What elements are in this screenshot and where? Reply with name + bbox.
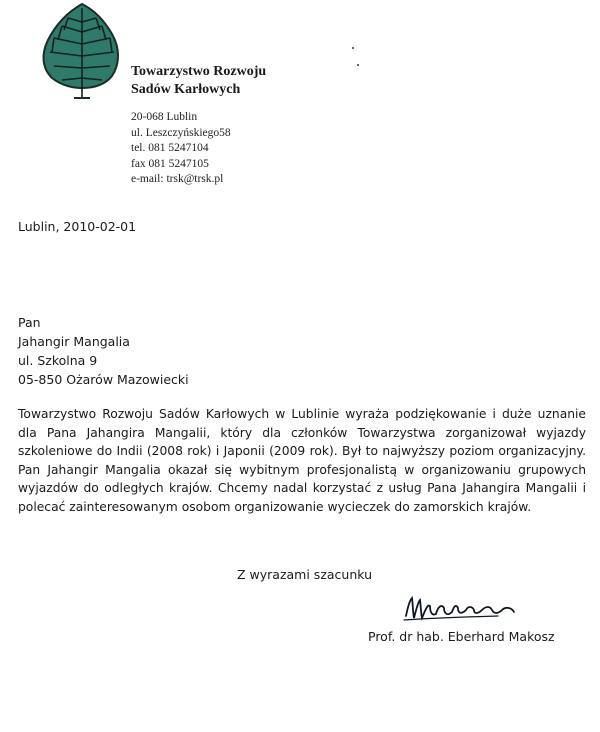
recipient-street: ul. Szkolna 9 — [18, 353, 98, 368]
org-name-line1: Towarzystwo Rozwoju — [131, 64, 267, 79]
email-address: e-mail: trsk@trsk.pl — [131, 173, 224, 185]
closing-phrase: Z wyrazami szacunku — [237, 567, 373, 582]
org-name-line2: Sadów Karłowych — [131, 82, 241, 97]
contact-details — [131, 110, 231, 188]
address-line2: ul. Leszczyńskiego58 — [131, 126, 231, 139]
scan-speck — [352, 47, 354, 49]
scan-speck — [357, 64, 359, 66]
recipient-address — [18, 313, 189, 389]
fax-number: fax 081 5247105 — [131, 157, 209, 170]
handwritten-signature — [402, 592, 530, 624]
signer-name: Prof. dr hab. Eberhard Makosz — [368, 629, 555, 644]
recipient-name: Jahangir Mangalia — [18, 334, 130, 349]
organization-name — [131, 63, 266, 99]
letter-date: Lublin, 2010-02-01 — [18, 219, 137, 234]
recipient-city: 05-850 Ożarów Mazowiecki — [18, 372, 189, 387]
letter-body: Towarzystwo Rozwoju Sadów Karłowych w Lublinie wyraża podziękowanie i duże uznanie dla Pana Jahangira Mangalii, który dla członków Towarzystwa zorganizował wyjazdy szkoleniowe do Indii (2008 rok) i Japonii (2009 rok). Był to najwyższy poziom organizacyjny. Pan Jahangir Mangalia okazał się wybitnym profesjonalistą w organizowaniu grupowych wyjazdów do odległych krajów. Chcemy nadal korzystać z usług Pana Jahangira Mangalii i polecać zainteresowanym osobom organizowanie wycieczek do zamorskich krajów. — [18, 407, 586, 514]
recipient-salutation: Pan — [18, 315, 41, 330]
tree-logo-icon — [38, 2, 122, 100]
phone-number: tel. 081 5247104 — [131, 142, 209, 154]
address-line1: 20-068 Lublin — [131, 111, 198, 123]
